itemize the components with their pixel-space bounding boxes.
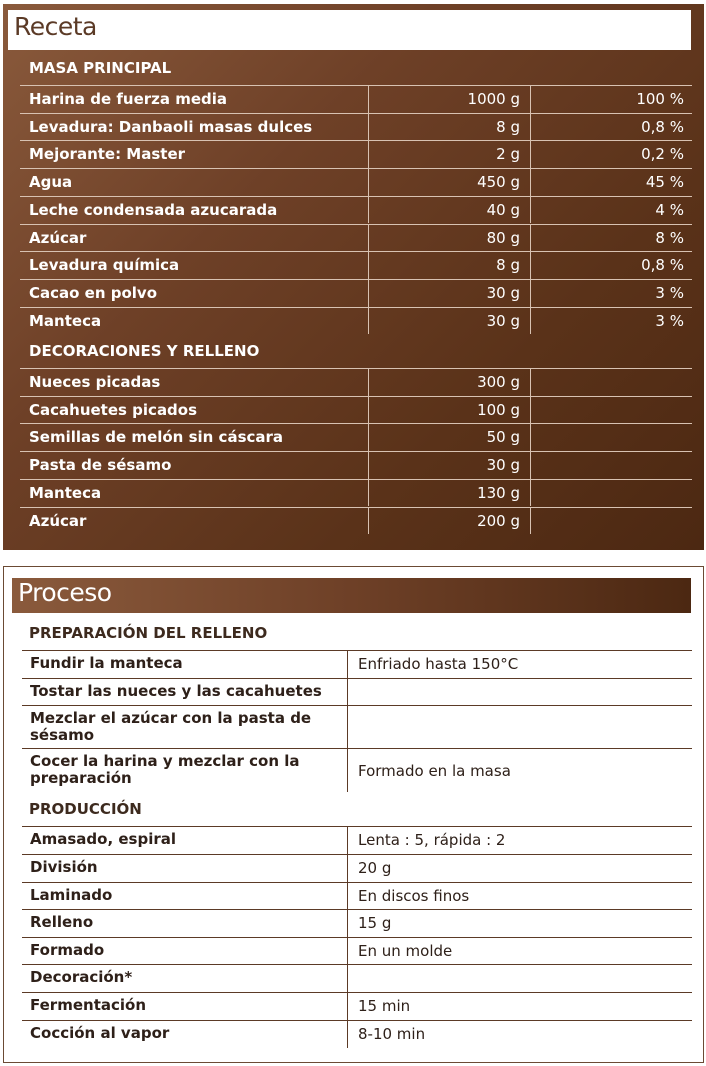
process-detail: Lenta : 5, rápida : 2: [358, 831, 506, 849]
ingredient-row: [20, 196, 692, 224]
ingredient-row: [20, 224, 692, 252]
ingredient-grams: 1000 g: [467, 90, 520, 108]
process-detail: 15 g: [358, 914, 392, 932]
process-detail: Enfriado hasta 150°C: [358, 655, 519, 673]
produccion-heading: PRODUCCIÓN: [29, 800, 142, 818]
process-step: Cocer la harina y mezclar con la preparación: [30, 752, 300, 787]
ingredient-grams: 30 g: [486, 283, 520, 302]
ingredient-grams: 80 g: [486, 228, 520, 247]
ingredient-name: Azúcar: [29, 511, 87, 530]
ingredient-name: Semillas de melón sin cáscara: [29, 428, 284, 447]
ingredient-name: Pasta de sésamo: [29, 456, 172, 475]
ingredient-grams: 2 g: [496, 145, 520, 164]
ingredient-grams: 130 g: [477, 483, 520, 502]
process-detail: 15 min: [358, 997, 411, 1015]
ingredient-row: [20, 451, 692, 479]
process-step: Fundir la manteca: [30, 654, 183, 672]
process-step: Decoración*: [30, 968, 133, 986]
ingredient-row: [20, 85, 692, 113]
process-detail: Formado en la masa: [358, 762, 511, 780]
process-detail: En discos finos: [358, 887, 470, 905]
receta-title-bar: [8, 10, 691, 50]
ingredient-row: [20, 168, 692, 196]
ingredient-row: [20, 279, 692, 307]
ingredient-row: [20, 307, 692, 335]
ingredient-name: Agua: [29, 173, 73, 192]
ingredient-percent: 0,8 %: [641, 256, 684, 275]
process-row: [22, 705, 692, 748]
proceso-title: Proceso: [18, 578, 112, 607]
ingredient-grams: 450 g: [477, 173, 520, 192]
ingredient-name: Manteca: [29, 483, 102, 502]
ingredient-grams: 300 g: [477, 373, 520, 391]
process-detail: En un molde: [358, 942, 453, 960]
ingredient-percent: 3 %: [655, 283, 684, 302]
proceso-title-bar: [12, 578, 691, 613]
process-detail: 20 g: [358, 859, 392, 877]
process-detail: 8-10 min: [358, 1025, 426, 1043]
ingredient-row: [20, 423, 692, 451]
ingredient-grams: 8 g: [496, 256, 520, 275]
process-row: [22, 748, 692, 792]
process-row: [22, 1020, 692, 1048]
ingredient-grams: 30 g: [486, 456, 520, 475]
ingredient-row: [20, 507, 692, 535]
process-row: [22, 826, 692, 854]
receta-panel: [3, 4, 704, 550]
ingredient-name: Nueces picadas: [29, 373, 161, 391]
ingredient-row: [20, 479, 692, 507]
ingredient-percent: 4 %: [655, 200, 684, 219]
process-row: [22, 964, 692, 992]
ingredient-grams: 40 g: [486, 200, 520, 219]
ingredient-percent: 0,8 %: [641, 117, 684, 136]
ingredient-row: [20, 368, 692, 396]
ingredient-row: [20, 113, 692, 141]
process-row: [22, 650, 692, 678]
ingredient-grams: 50 g: [486, 428, 520, 447]
ingredient-name: Azúcar: [29, 228, 87, 247]
process-step: Laminado: [30, 886, 113, 904]
ingredient-grams: 100 g: [477, 400, 520, 419]
process-step: Fermentación: [30, 996, 147, 1014]
ingredient-percent: 3 %: [655, 311, 684, 330]
process-row: [22, 678, 692, 705]
ingredient-grams: 8 g: [496, 117, 520, 136]
decoraciones-heading: DECORACIONES Y RELLENO: [29, 342, 260, 360]
process-step: Formado: [30, 941, 105, 959]
ingredient-row: [20, 140, 692, 168]
ingredient-name: Harina de fuerza media: [29, 90, 228, 108]
ingredient-name: Leche condensada azucarada: [29, 200, 278, 219]
process-step: Mezclar el azúcar con la pasta de sésamo: [30, 709, 312, 744]
ingredient-percent: 8 %: [655, 228, 684, 247]
process-row: [22, 854, 692, 882]
masa-principal-heading: MASA PRINCIPAL: [29, 59, 172, 77]
process-row: [22, 882, 692, 909]
process-step: División: [30, 858, 98, 876]
process-step: Cocción al vapor: [30, 1024, 170, 1042]
ingredient-name: Manteca: [29, 311, 102, 330]
preparacion-heading: PREPARACIÓN DEL RELLENO: [29, 624, 268, 642]
ingredient-name: Cacahuetes picados: [29, 400, 198, 419]
proceso-panel: [3, 566, 704, 1063]
process-row: [22, 937, 692, 964]
ingredient-grams: 200 g: [477, 511, 520, 530]
ingredient-name: Levadura: Danbaoli masas dulces: [29, 117, 313, 136]
process-step: Amasado, espiral: [30, 830, 177, 848]
process-row: [22, 909, 692, 937]
ingredient-name: Mejorante: Master: [29, 145, 186, 164]
ingredient-percent: 45 %: [645, 173, 684, 192]
ingredient-name: Cacao en polvo: [29, 283, 158, 302]
ingredient-grams: 30 g: [486, 311, 520, 330]
process-step: Relleno: [30, 913, 94, 931]
process-row: [22, 992, 692, 1020]
process-step: Tostar las nueces y las cacahuetes: [30, 682, 322, 700]
ingredient-row: [20, 251, 692, 279]
ingredient-percent: 100 %: [636, 90, 684, 108]
ingredient-name: Levadura química: [29, 256, 180, 275]
ingredient-percent: 0,2 %: [641, 145, 684, 164]
receta-title: Receta: [14, 12, 97, 41]
ingredient-row: [20, 396, 692, 424]
